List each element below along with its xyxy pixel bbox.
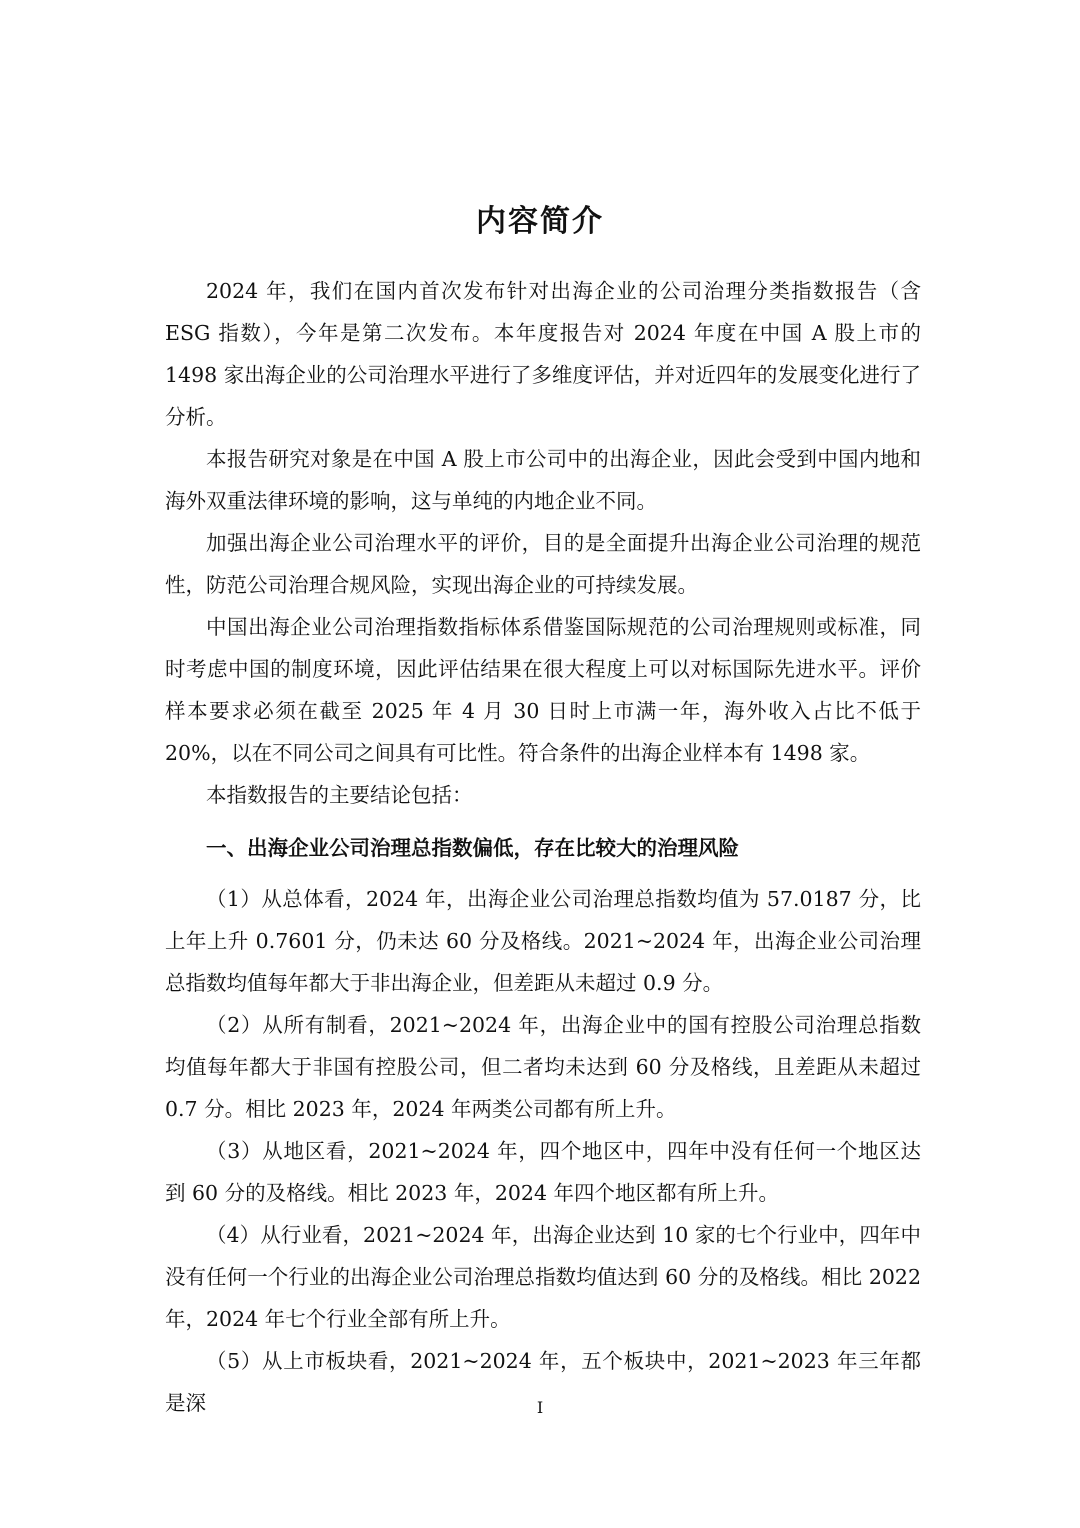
finding-3: （3）从地区看，2021~2024 年，四个地区中，四年中没有任何一个地区达到 60 分的及格线。相比 2023 年，2024 年四个地区都有所上升。	[165, 1139, 921, 1205]
intro-paragraph-1: 2024 年，我们在国内首次发布针对出海企业的公司治理分类指数报告（含 ESG 指数），今年是第二次发布。本年度报告对 2024 年度在中国 A 股上市的 1498 家出海企业的公司治理水平进行了多维度评估，并对近四年的发展变化进行了分析。	[165, 279, 921, 429]
page-number: I	[536, 1398, 544, 1417]
finding-1: （1）从总体看，2024 年，出海企业公司治理总指数均值为 57.0187 分，比上年上升 0.7601 分，仍未达 60 分及格线。2021~2024 年，出海企业公司治理总指数均值每年都大于非出海企业，但差距从未超过 0.9 分。	[165, 887, 921, 995]
finding-4: （4）从行业看，2021~2024 年，出海企业达到 10 家的七个行业中，四年中没有任何一个行业的出海企业公司治理总指数均值达到 60 分的及格线。相比 2022 年，2024 年七个行业全部有所上升。	[165, 1223, 921, 1331]
finding-2: （2）从所有制看，2021~2024 年，出海企业中的国有控股公司治理总指数均值每年都大于非国有控股公司，但二者均未达到 60 分及格线，且差距从未超过 0.7 分。相比 2023 年，2024 年两类公司都有所上升。	[165, 1013, 921, 1121]
finding-5: （5）从上市板块看，2021~2024 年，五个板块中，2021~2023 年三年都是深	[165, 1349, 921, 1415]
intro-paragraph-2: 本报告研究对象是在中国 A 股上市公司中的出海企业，因此会受到中国内地和海外双重法律环境的影响，这与单纯的内地企业不同。	[165, 447, 921, 513]
document-body	[165, 270, 921, 1424]
intro-paragraph-4: 中国出海企业公司治理指数指标体系借鉴国际规范的公司治理规则或标准，同时考虑中国的制度环境，因此评估结果在很大程度上可以对标国际先进水平。评价样本要求必须在截至 2025 年 4 月 30 日时上市满一年，海外收入占比不低于 20%，以在不同公司之间具有可比性。符合条件的出海企业样本有 1498 家。	[165, 615, 921, 765]
page-title: 内容简介	[476, 204, 604, 240]
section-heading: 一、出海企业公司治理总指数偏低，存在比较大的治理风险	[206, 836, 739, 860]
intro-paragraph-3: 加强出海企业公司治理水平的评价，目的是全面提升出海企业公司治理的规范性，防范公司治理合规风险，实现出海企业的可持续发展。	[165, 531, 921, 597]
intro-paragraph-5: 本指数报告的主要结论包括：	[206, 783, 473, 807]
